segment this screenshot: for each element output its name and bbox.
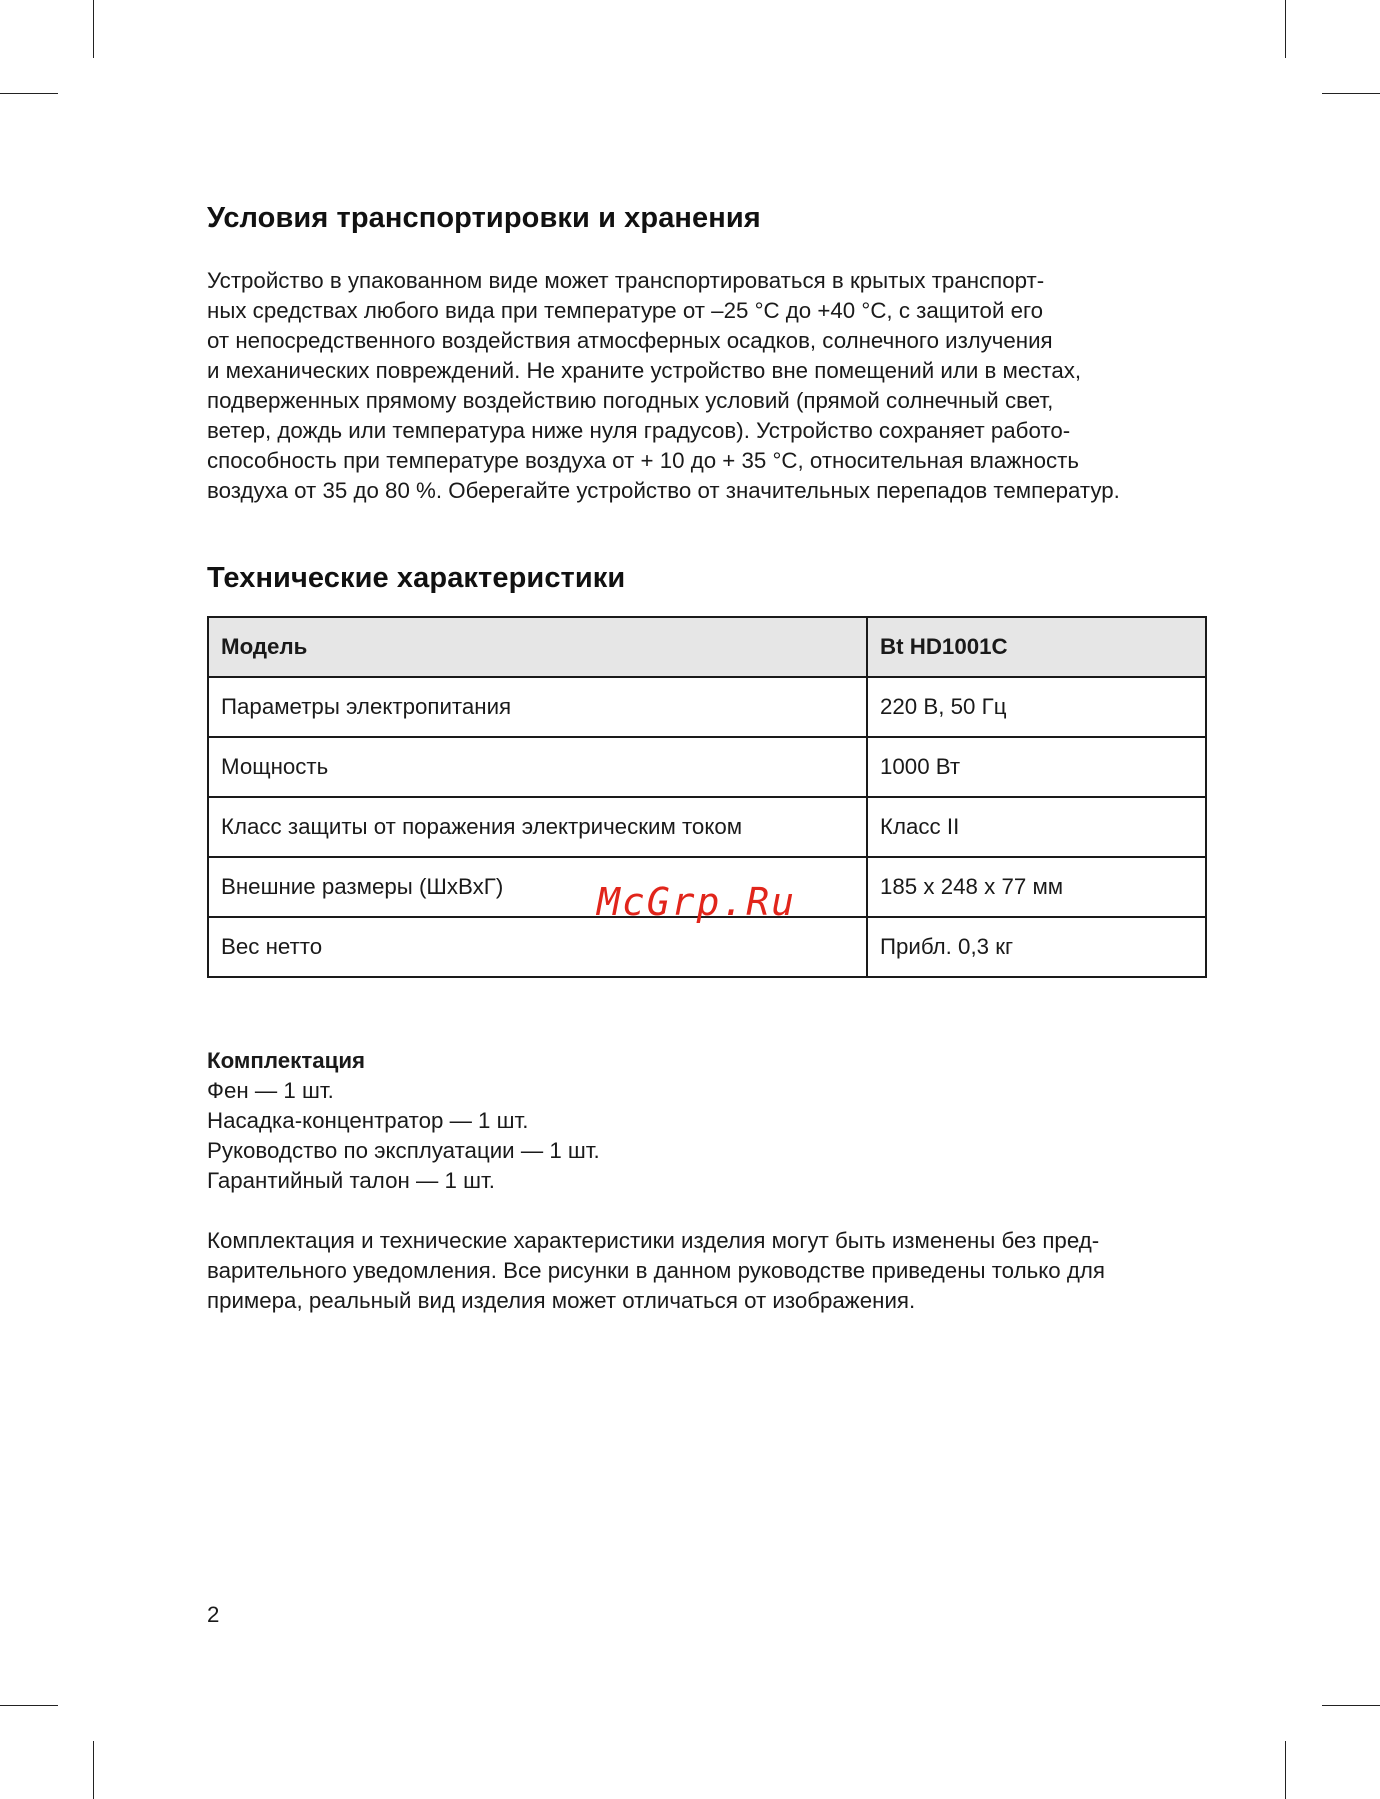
crop-mark (93, 0, 94, 58)
paragraph-line: Комплектация и технические характеристики изделия могут быть изменены без пред- (207, 1228, 1100, 1253)
crop-mark (1285, 1741, 1286, 1799)
paragraph-line: и механических повреждений. Не храните устройство вне помещений или в местах, (207, 358, 1082, 383)
table-cell-label: Модель (208, 617, 867, 677)
table-row (208, 917, 1206, 977)
paragraph-line: ных средствах любого вида при температуре от –25 °C до +40 °C, с защитой его (207, 298, 1044, 323)
list-item: Руководство по эксплуатации — 1 шт. (207, 1138, 600, 1163)
section-title-storage: Условия транспортировки и хранения (207, 202, 761, 234)
paragraph-line: варительного уведомления. Все рисунки в данном руководстве приведены только для (207, 1258, 1105, 1283)
crop-mark (0, 1705, 58, 1706)
storage-paragraph (207, 266, 1120, 506)
section-title-specs: Технические характеристики (207, 562, 626, 594)
note-paragraph (207, 1226, 1105, 1316)
crop-mark (1322, 93, 1380, 94)
list-item: Насадка-концентратор — 1 шт. (207, 1108, 529, 1133)
crop-mark (0, 93, 58, 94)
watermark-logo: McGrp.Ru (597, 880, 797, 924)
paragraph-line: подверженных прямому воздействию погодных условий (прямой солнечный свет, (207, 388, 1054, 413)
table-row (208, 737, 1206, 797)
page-number: 2 (207, 1602, 220, 1627)
kit-list (207, 1046, 600, 1196)
paragraph-line: ветер, дождь или температура ниже нуля градусов). Устройство сохраняет работо- (207, 418, 1071, 443)
paragraph-line: примера, реальный вид изделия может отличаться от изображения. (207, 1288, 916, 1313)
table-cell-label: Класс защиты от поражения электрическим током (208, 797, 867, 857)
table-cell-label: Вес нетто (208, 917, 867, 977)
list-item: Фен — 1 шт. (207, 1078, 334, 1103)
paragraph-line: способность при температуре воздуха от + 10 до + 35 °C, относительная влажность (207, 448, 1079, 473)
table-cell-value: Прибл. 0,3 кг (867, 917, 1206, 977)
table-cell-label: Параметры электропитания (208, 677, 867, 737)
paragraph-line: воздуха от 35 до 80 %. Оберегайте устройство от значительных перепадов температур. (207, 478, 1120, 503)
table-cell-value: 1000 Вт (867, 737, 1206, 797)
paragraph-line: Устройство в упакованном виде может транспортироваться в крытых транспорт- (207, 268, 1045, 293)
table-cell-label: Внешние размеры (ШхВхГ) (208, 857, 867, 917)
list-item: Гарантийный талон — 1 шт. (207, 1168, 495, 1193)
table-row (208, 677, 1206, 737)
crop-mark (1285, 0, 1286, 58)
kit-title: Комплектация (207, 1048, 366, 1073)
table-cell-value: Bt HD1001C (867, 617, 1206, 677)
table-cell-value: 185 x 248 x 77 мм (867, 857, 1206, 917)
paragraph-line: от непосредственного воздействия атмосферных осадков, солнечного излучения (207, 328, 1053, 353)
table-cell-value: 220 В, 50 Гц (867, 677, 1206, 737)
table-row (208, 797, 1206, 857)
crop-mark (1322, 1705, 1380, 1706)
table-cell-value: Класс II (867, 797, 1206, 857)
table-cell-label: Мощность (208, 737, 867, 797)
table-header-row (208, 617, 1206, 677)
crop-mark (93, 1741, 94, 1799)
